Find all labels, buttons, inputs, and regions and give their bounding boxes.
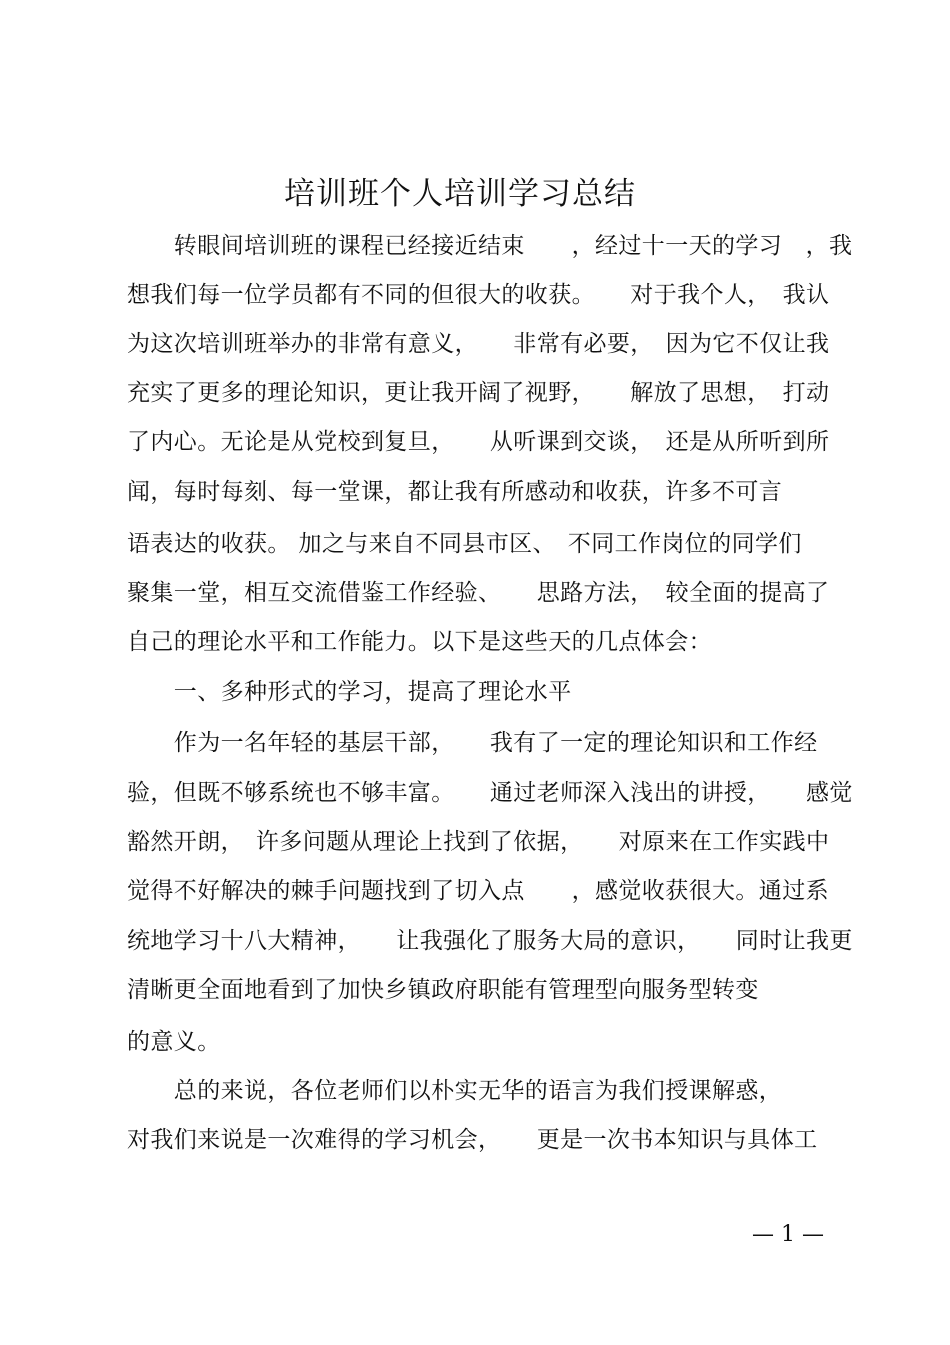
body-line-2: 想我们每一位学员都有不同的但很大的收获。 对于我个人， 我认 — [127, 282, 830, 308]
body-line-18: 总的来说，各位老师们以朴实无华的语言为我们授课解惑， — [127, 1078, 783, 1104]
body-line-13: 豁然开朗， 许多问题从理论上找到了依据， 对原来在工作实践中 — [127, 829, 830, 855]
body-line-9: 自己的理论水平和工作能力。以下是这些天的几点体会： — [127, 629, 712, 655]
body-line-12: 验，但既不够系统也不够丰富。 通过老师深入浅出的讲授， 感觉 — [127, 780, 853, 806]
body-line-6: 闻，每时每刻、每一堂课，都让我有所感动和收获，许多不可言 — [127, 479, 783, 505]
body-line-11: 作为一名年轻的基层干部， 我有了一定的理论知识和工作经 — [127, 730, 818, 756]
section-heading-1: 一、多种形式的学习，提高了理论水平 — [127, 679, 572, 705]
body-line-15: 统地学习十八大精神， 让我强化了服务大局的意识， 同时让我更 — [127, 928, 853, 954]
body-line-14: 觉得不好解决的棘手问题找到了切入点 ，感觉收获很大。通过系 — [127, 878, 829, 904]
body-line-19: 对我们来说是一次难得的学习机会， 更是一次书本知识与具体工 — [127, 1127, 818, 1153]
body-line-3: 为这次培训班举办的非常有意义， 非常有必要， 因为它不仅让我 — [127, 331, 830, 357]
page-title: 培训班个人培训学习总结 — [284, 176, 636, 212]
body-line-16: 清晰更全面地看到了加快乡镇政府职能有管理型向服务型转变 — [127, 977, 759, 1003]
body-line-17: 的意义。 — [127, 1029, 221, 1055]
body-line-4: 充实了更多的理论知识，更让我开阔了视野， 解放了思想， 打动 — [127, 380, 830, 406]
body-line-1: 转眼间培训班的课程已经接近结束 ，经过十一天的学习 ，我 — [127, 233, 853, 259]
body-line-7: 语表达的收获。 加之与来自不同县市区、 不同工作岗位的同学们 — [127, 531, 802, 557]
body-line-5: 了内心。无论是从党校到复旦， 从听课到交谈， 还是从所听到所 — [127, 429, 830, 455]
body-line-8: 聚集一堂，相互交流借鉴工作经验、 思路方法， 较全面的提高了 — [127, 580, 830, 606]
page-number: — 1 — — [752, 1222, 824, 1247]
